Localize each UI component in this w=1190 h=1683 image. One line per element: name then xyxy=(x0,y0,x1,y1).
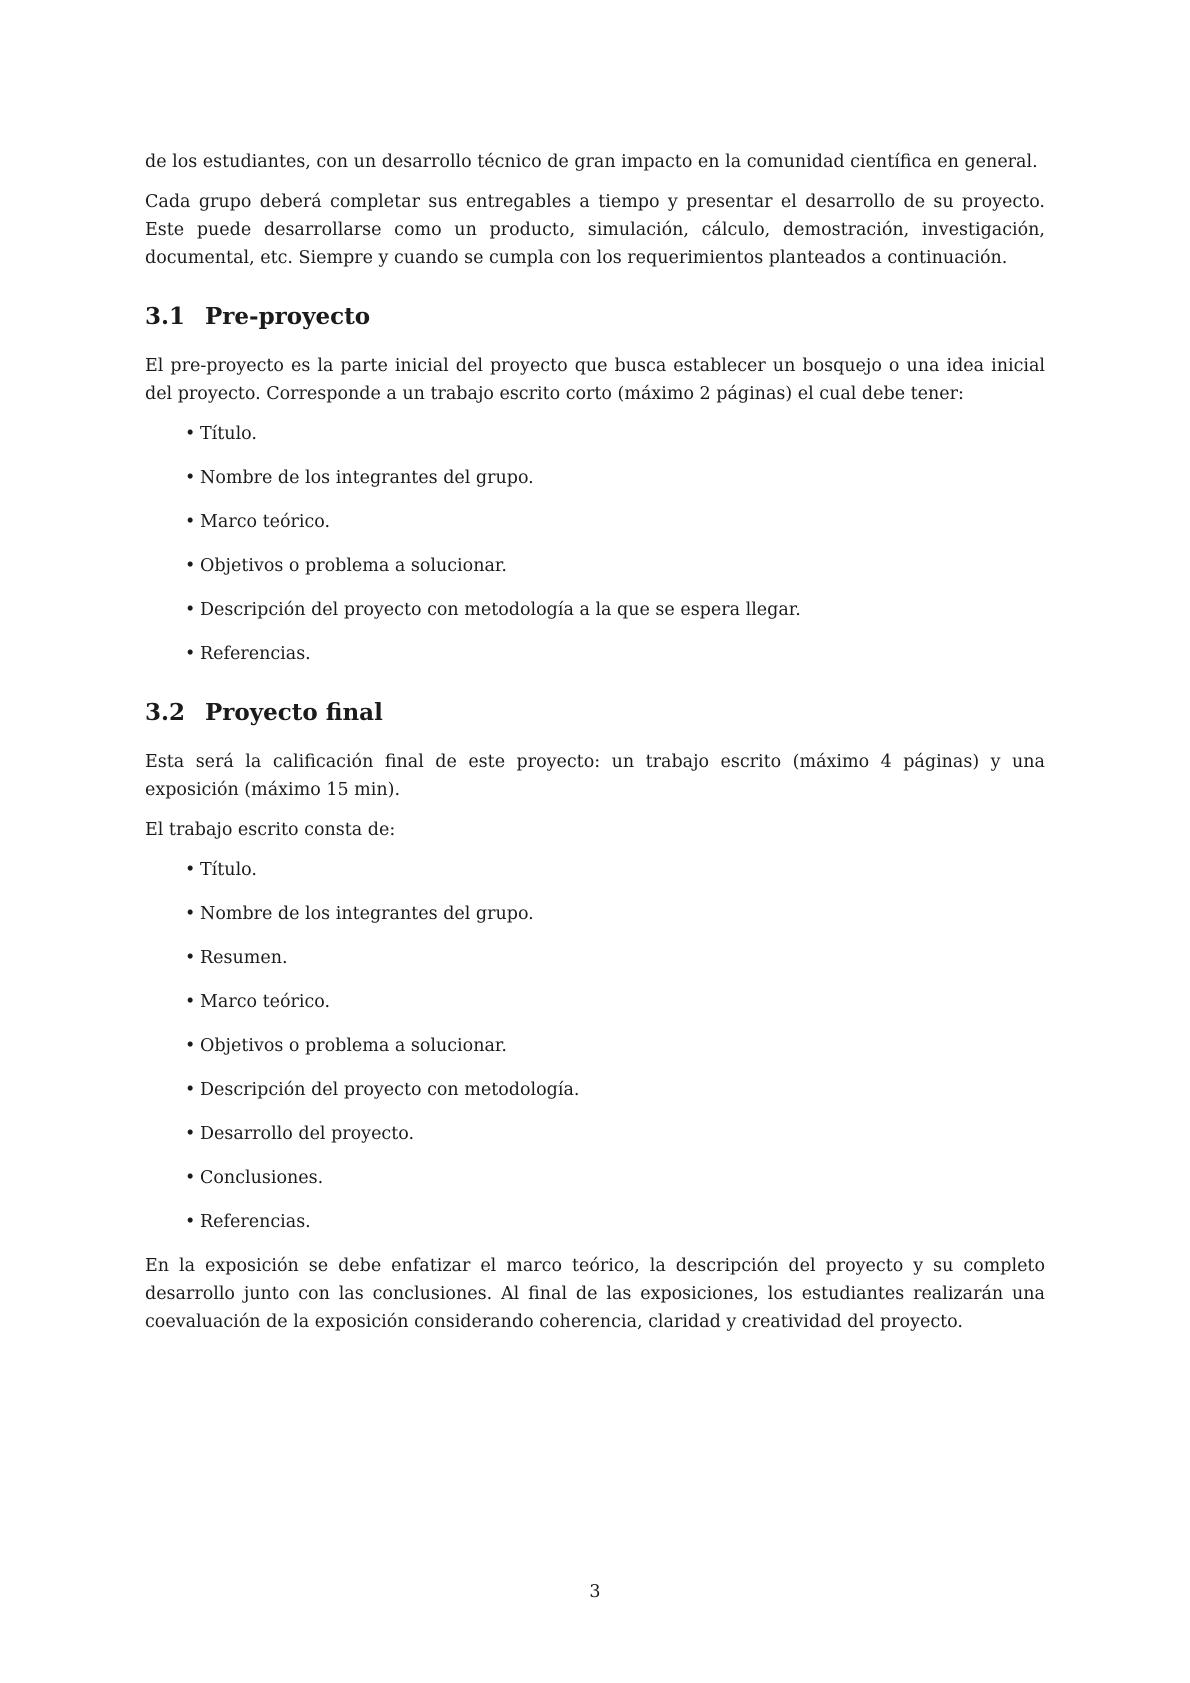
proyecto-final-intro: Esta será la calificación final de este proyecto: un trabajo escrito (máximo 4 páginas) y una exposición (máximo 15 min). xyxy=(145,752,1045,800)
list-item: • Título. xyxy=(145,420,1045,448)
bullet-icon: • xyxy=(185,1124,196,1144)
bullet-icon: • xyxy=(185,1036,196,1056)
list-item: • Descripción del proyecto con metodología. xyxy=(145,1076,1045,1104)
bullet-icon: • xyxy=(185,904,196,924)
list-item: • Resumen. xyxy=(145,944,1045,972)
list-item: • Marco teórico. xyxy=(145,508,1045,536)
bullet-icon: • xyxy=(185,556,196,576)
pre-proyecto-list xyxy=(145,420,1045,668)
bullet-icon: • xyxy=(185,1212,196,1232)
list-item: • Marco teórico. xyxy=(145,988,1045,1016)
bullet-icon: • xyxy=(185,948,196,968)
list-item: • Conclusiones. xyxy=(145,1164,1045,1192)
section-heading-pre-proyecto xyxy=(145,302,1045,332)
intro-paragraph-requirements: Cada grupo deberá completar sus entregables a tiempo y presentar el desarrollo de su proyecto. Este puede desarrollarse como un producto, simulación, cálculo, demostración, investigación, documental, etc. Siempre y cuando se cumpla con los requerimientos planteados a continuación. xyxy=(145,192,1045,268)
list-item: • Nombre de los integrantes del grupo. xyxy=(145,464,1045,492)
section-heading-proyecto-final xyxy=(145,698,1045,728)
list-item: • Título. xyxy=(145,856,1045,884)
section-number: 3.1 xyxy=(145,303,186,330)
bullet-icon: • xyxy=(185,860,196,880)
proyecto-final-closing: En la exposición se debe enfatizar el marco teórico, la descripción del proyecto y su completo desarrollo junto con las conclusiones. Al final de las exposiciones, los estudiantes realizarán una coevaluación de la exposición considerando coherencia, claridad y creatividad del proyecto. xyxy=(145,1256,1045,1332)
list-item: • Nombre de los integrantes del grupo. xyxy=(145,900,1045,928)
list-item: • Referencias. xyxy=(145,640,1045,668)
proyecto-final-list-intro: El trabajo escrito consta de: xyxy=(145,820,396,840)
bullet-icon: • xyxy=(185,1168,196,1188)
list-item: • Objetivos o problema a solucionar. xyxy=(145,1032,1045,1060)
bullet-icon: • xyxy=(185,600,196,620)
bullet-icon: • xyxy=(185,992,196,1012)
page-number: 3 xyxy=(589,1582,601,1602)
list-item: • Desarrollo del proyecto. xyxy=(145,1120,1045,1148)
pre-proyecto-intro: El pre-proyecto es la parte inicial del proyecto que busca establecer un bosquejo o una idea inicial del proyecto. Corresponde a un trabajo escrito corto (máximo 2 páginas) el cual debe tener: xyxy=(145,356,1045,404)
list-item: • Descripción del proyecto con metodología a la que se espera llegar. xyxy=(145,596,1045,624)
bullet-icon: • xyxy=(185,424,196,444)
list-item: • Objetivos o problema a solucionar. xyxy=(145,552,1045,580)
bullet-icon: • xyxy=(185,644,196,664)
bullet-icon: • xyxy=(185,468,196,488)
section-title: Proyecto final xyxy=(205,699,383,726)
bullet-icon: • xyxy=(185,1080,196,1100)
proyecto-final-list xyxy=(145,856,1045,1236)
section-title: Pre-proyecto xyxy=(205,303,371,330)
intro-paragraph-continuation: de los estudiantes, con un desarrollo técnico de gran impacto en la comunidad científica en general. xyxy=(145,152,1038,172)
bullet-icon: • xyxy=(185,512,196,532)
list-item: • Referencias. xyxy=(145,1208,1045,1236)
page-content xyxy=(145,148,1045,1348)
section-number: 3.2 xyxy=(145,699,186,726)
